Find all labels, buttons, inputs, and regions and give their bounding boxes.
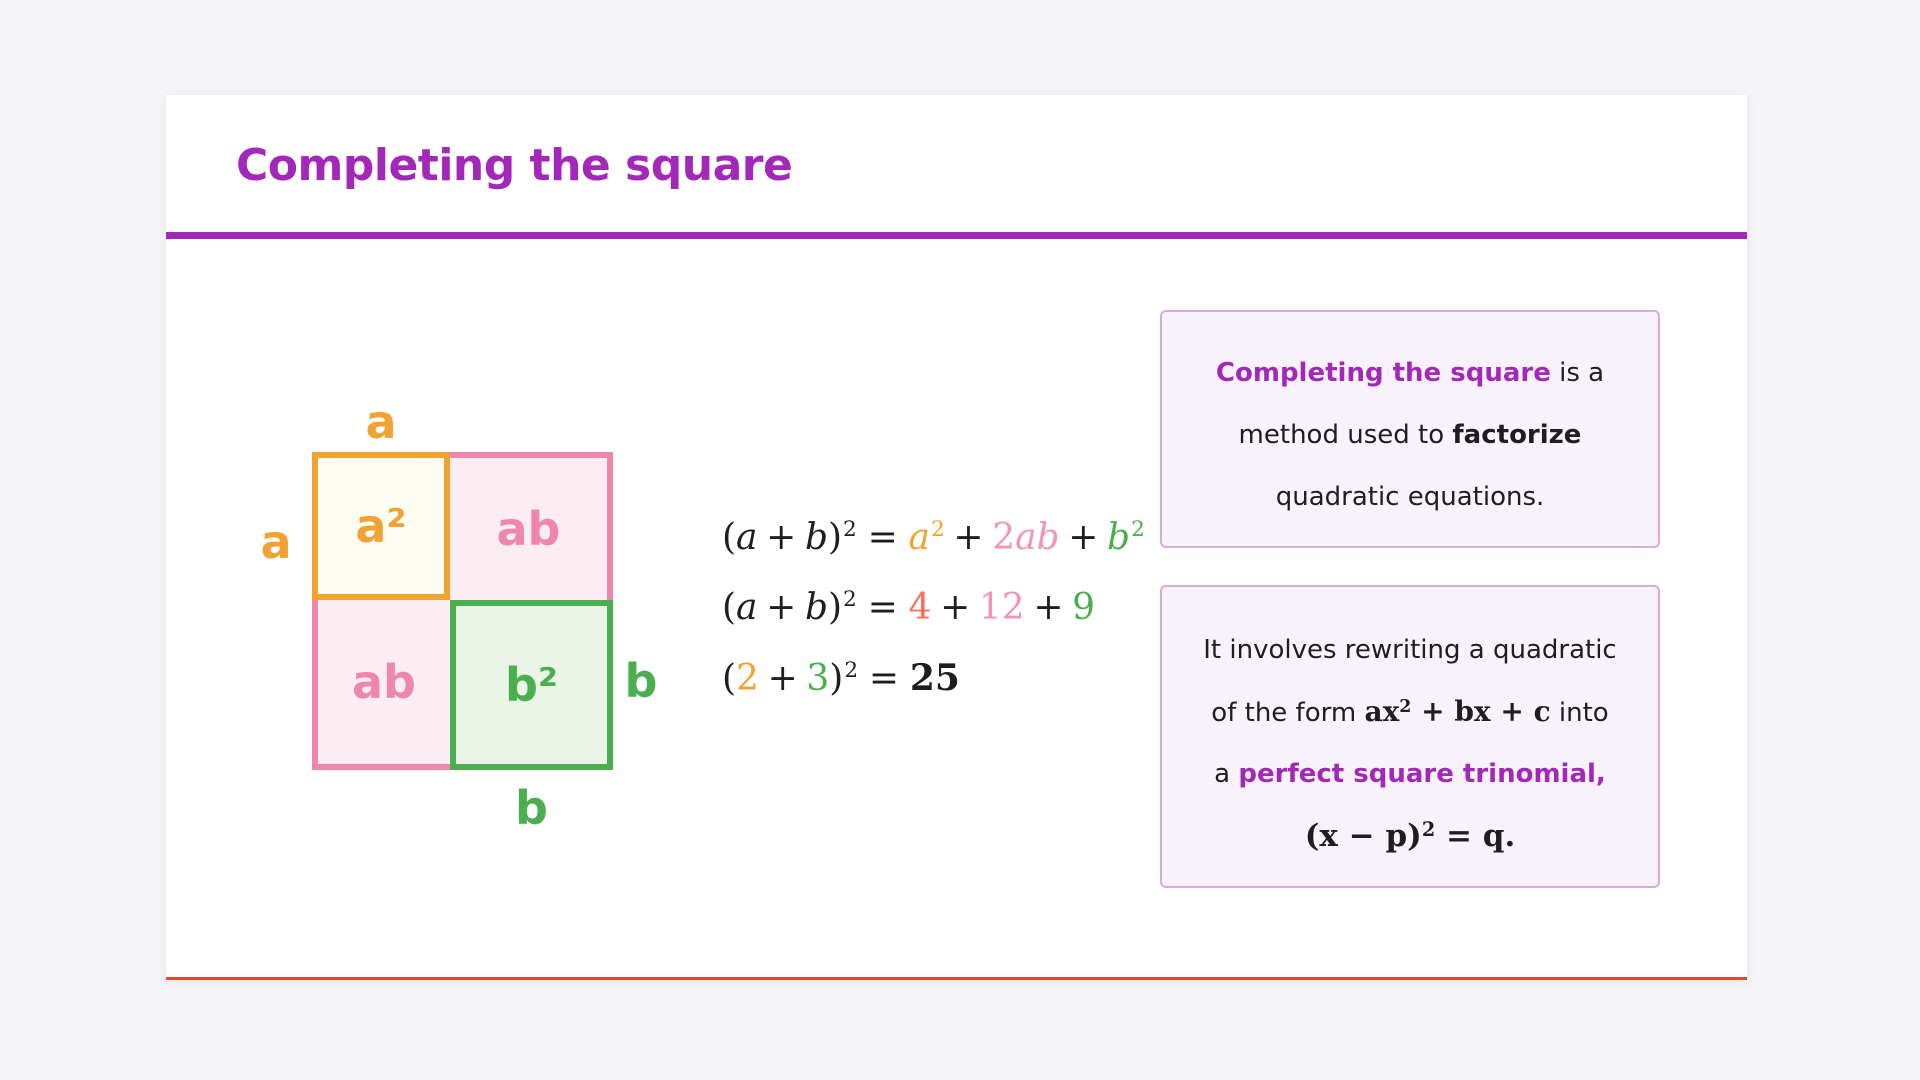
eq2-open-paren: ( (722, 587, 737, 628)
method-line-1: It involves rewriting a quadratic (1203, 635, 1617, 665)
quadratic-form-bx-c: + bx + c (1411, 695, 1551, 728)
equation-expanded-numeric (722, 573, 1145, 643)
eq2-plus-3: + (1033, 587, 1064, 628)
definition-line-3: quadratic equations. (1275, 482, 1545, 512)
cell-ab-top-right (450, 452, 613, 600)
method-line-3-start: a (1214, 759, 1239, 789)
label-b-bottom: b (515, 781, 548, 835)
cell-a-squared-label: a² (355, 499, 407, 553)
method-line-2 (1162, 681, 1658, 743)
slide-card (166, 95, 1747, 980)
cell-a-squared (312, 452, 450, 600)
vertex-form-exponent: 2 (1421, 818, 1436, 842)
eq1-term-2ab-vars: ab (1015, 517, 1060, 558)
equations-block (722, 503, 1145, 713)
eq1-var-a: a (736, 517, 758, 558)
eq3-square-exponent: 2 (844, 658, 859, 684)
label-a-left: a (260, 515, 292, 569)
eq2-var-b: b (804, 587, 828, 628)
eq1-square-exponent: 2 (843, 517, 857, 543)
eq2-square-exponent: 2 (843, 587, 857, 613)
eq1-term-2ab-coeff: 2 (992, 517, 1016, 558)
eq3-equals: = (868, 658, 900, 699)
area-model-diagram (260, 395, 658, 835)
label-a-top: a (365, 395, 397, 449)
eq3-open-paren: ( (722, 658, 737, 699)
cell-ab-bottom-left (312, 600, 450, 770)
definition-line-2 (1162, 404, 1658, 466)
slide-title: Completing the square (236, 140, 793, 191)
quadratic-form-exponent: 2 (1399, 696, 1412, 717)
eq1-term-a-exponent: 2 (931, 517, 945, 543)
cell-b-squared (450, 600, 613, 770)
eq2-term-12: 12 (978, 587, 1025, 628)
definition-line-2-start: method used to (1238, 420, 1453, 450)
method-line-3 (1162, 743, 1658, 805)
eq2-close-paren: ) (827, 587, 843, 628)
eq3-term-3: 3 (806, 658, 830, 699)
eq3-close-paren: ) (829, 658, 844, 699)
definition-box (1160, 310, 1660, 548)
eq1-close-paren: ) (827, 517, 843, 558)
eq3-plus: + (767, 658, 798, 699)
vertex-form-x-minus-p: (x − p) (1304, 818, 1422, 854)
equation-numeric-result (722, 643, 1145, 713)
label-b-right: b (624, 654, 658, 708)
method-line-2-start: of the form (1211, 698, 1365, 728)
eq1-plus-3: + (1068, 517, 1099, 558)
eq2-term-4: 4 (908, 587, 932, 628)
eq1-term-b: b (1107, 517, 1131, 558)
eq2-term-9: 9 (1072, 587, 1096, 628)
cell-ab-bottom-left-label: ab (352, 655, 416, 709)
method-box (1160, 585, 1660, 888)
vertex-form-equals-q: = q. (1435, 818, 1516, 854)
equation-expanded-symbolic (722, 503, 1145, 573)
eq2-equals: = (867, 587, 898, 628)
eq1-var-b: b (804, 517, 828, 558)
eq1-equals: = (867, 517, 898, 558)
definition-factorize: factorize (1452, 420, 1582, 450)
perfect-square-trinomial-highlight: perfect square trinomial, (1238, 759, 1606, 789)
eq1-term-b-exponent: 2 (1131, 517, 1145, 543)
eq1-term-a: a (908, 517, 931, 558)
eq2-plus: + (766, 587, 797, 628)
eq1-plus: + (766, 517, 797, 558)
eq1-open-paren: ( (722, 517, 737, 558)
definition-highlight: Completing the square (1215, 358, 1551, 388)
vertex-form-expression (1305, 818, 1515, 854)
cell-ab-top-right-label: ab (496, 502, 561, 556)
cell-b-squared-label: b² (504, 658, 559, 712)
title-underline (166, 232, 1747, 239)
eq2-var-a: a (736, 587, 758, 628)
definition-line-1-rest: is a (1550, 358, 1605, 388)
eq2-plus-2: + (940, 587, 971, 628)
method-line-2-end: into (1550, 698, 1609, 728)
quadratic-form-ax: ax (1364, 695, 1400, 728)
eq3-term-2: 2 (736, 658, 759, 699)
method-line-4 (1162, 805, 1658, 867)
definition-line-1 (1162, 342, 1658, 404)
eq1-plus-2: + (953, 517, 984, 558)
eq3-result-25: 25 (909, 657, 960, 699)
quadratic-form-expression (1364, 695, 1550, 728)
